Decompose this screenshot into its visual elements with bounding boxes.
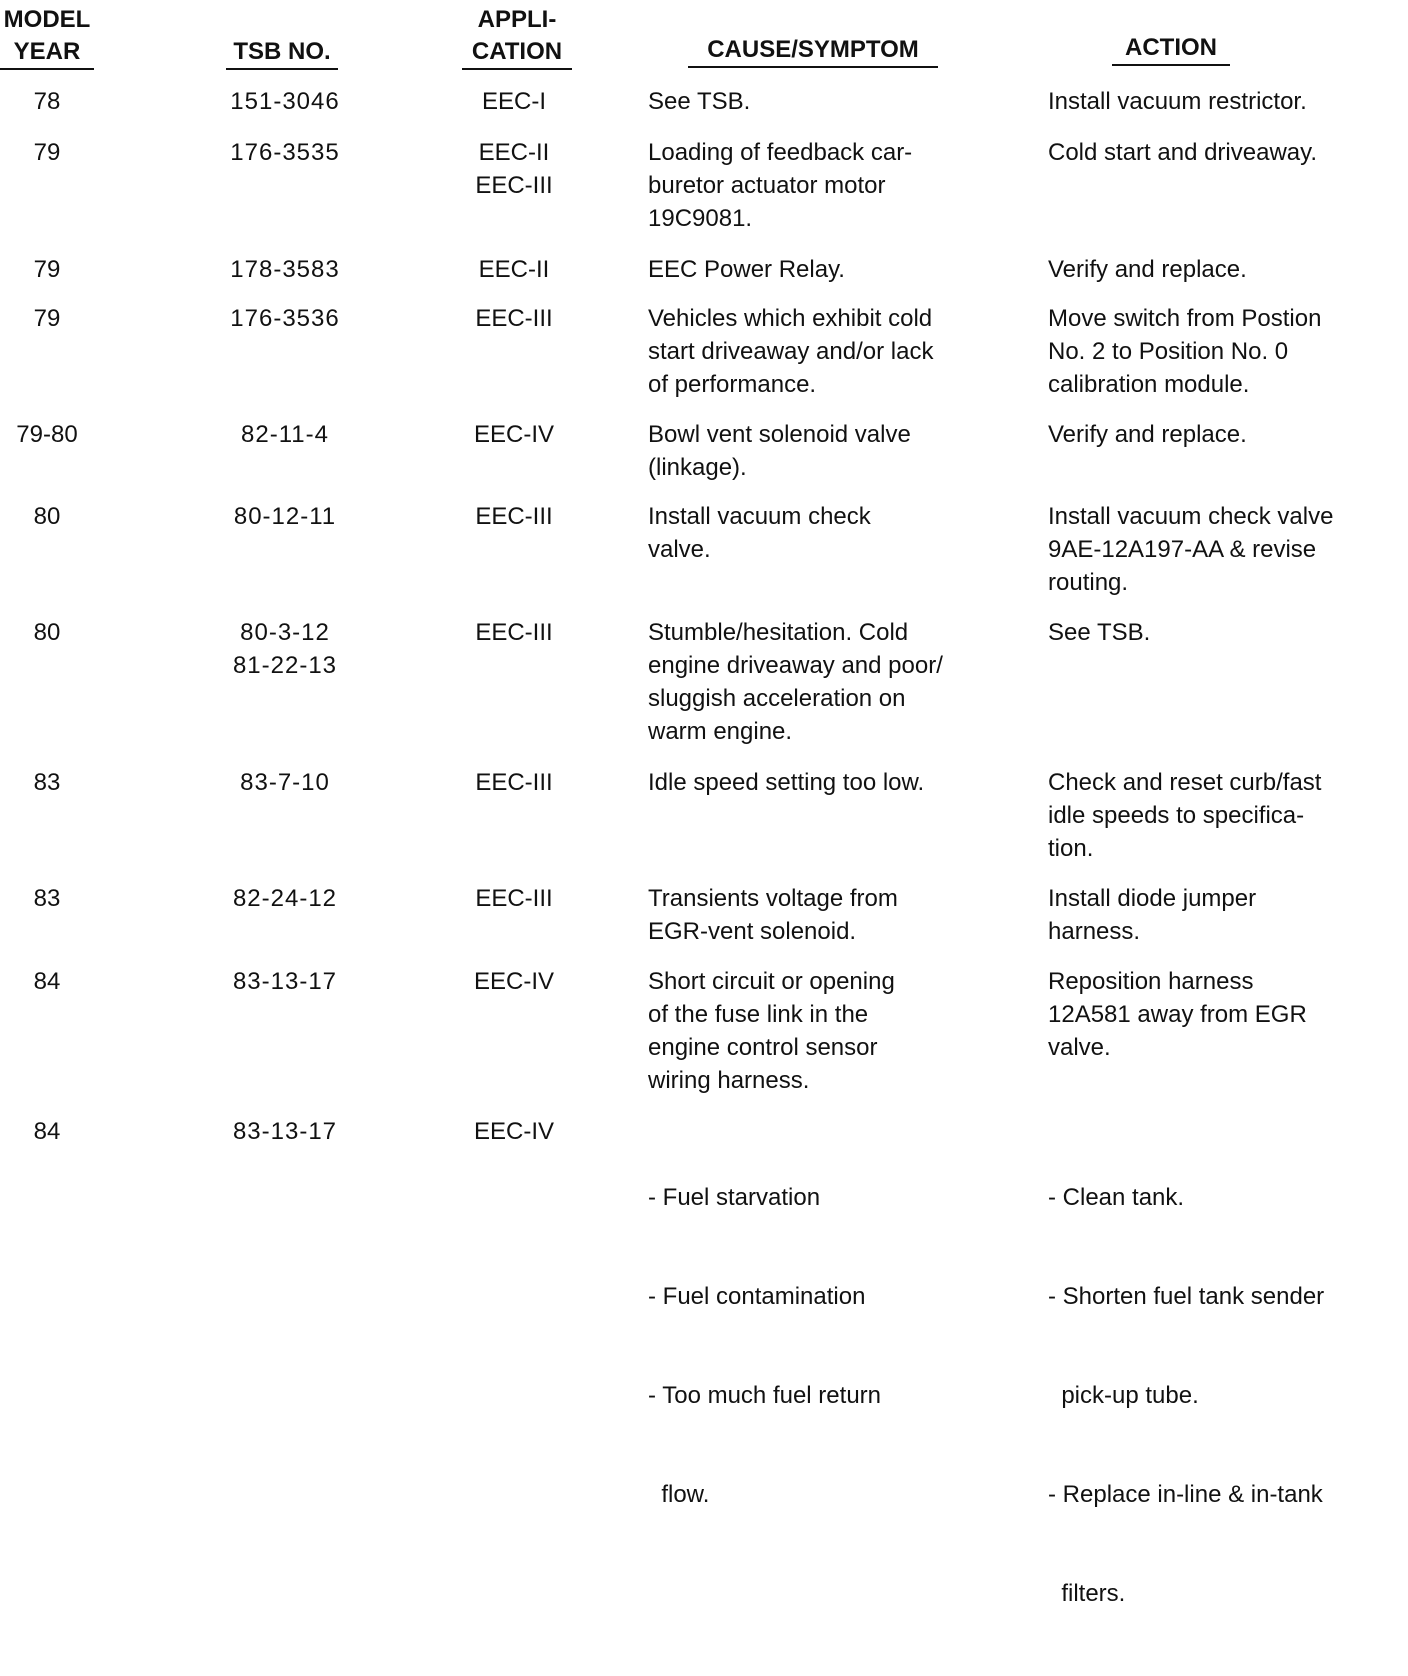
cell-tsb-no <box>190 136 380 169</box>
tsb-line: 80-3-12 <box>240 619 330 646</box>
cell-tsb-no <box>190 965 380 998</box>
action-line: valve. <box>1048 1034 1111 1061</box>
cell-model-year: 84 <box>33 968 61 995</box>
cell-tsb-no <box>190 766 380 799</box>
tsb-line: 83-13-17 <box>232 1118 338 1145</box>
action-line: - Shorten fuel tank sender <box>1048 1283 1325 1310</box>
cell-cause-symptom <box>648 418 1008 484</box>
action-line: routing. <box>1048 569 1129 596</box>
cause-line: Transients voltage from <box>648 885 898 912</box>
action-line: Install vacuum restrictor. <box>1048 88 1307 115</box>
cell-model-year: 83 <box>33 769 61 796</box>
action-line: harness. <box>1048 918 1141 945</box>
cause-line: - Too much fuel return <box>648 1382 882 1409</box>
action-line: - Replace in-line & in-tank <box>1048 1481 1323 1508</box>
cause-line: 19C9081. <box>648 205 753 232</box>
cause-line: - Fuel contamination <box>648 1283 866 1310</box>
cell-tsb-no <box>190 882 380 915</box>
cause-line: valve. <box>648 536 711 563</box>
application-line: EEC-IV <box>473 1118 554 1145</box>
application-line: EEC-I <box>481 88 546 115</box>
action-line: Install vacuum check valve <box>1048 503 1334 530</box>
action-line: - Clean tank. <box>1048 1184 1185 1211</box>
cause-line: of performance. <box>648 371 817 398</box>
action-line: 12A581 away from EGR <box>1048 1001 1307 1028</box>
tsb-line: 82-24-12 <box>232 885 338 912</box>
tsb-line: 80-12-11 <box>233 503 337 530</box>
header-application-line1: APPLI- <box>477 6 557 33</box>
cell-model-year: 79 <box>33 256 61 283</box>
action-line: Install diode jumper <box>1048 885 1257 912</box>
action-line: tion. <box>1048 835 1094 862</box>
tsb-line: 151-3046 <box>230 88 340 115</box>
header-tsb-no <box>226 36 338 70</box>
cell-application <box>462 85 566 118</box>
header-cause-symptom <box>688 34 938 68</box>
cause-line: Idle speed setting too low. <box>648 769 925 796</box>
cell-cause-symptom <box>648 616 1008 748</box>
cause-line: (linkage). <box>648 454 747 481</box>
cell-action <box>1048 302 1398 401</box>
header-application <box>462 4 572 70</box>
tsb-line: 176-3536 <box>230 305 340 332</box>
application-line: EEC-III <box>475 769 553 796</box>
application-line: EEC-II <box>478 256 550 283</box>
cell-application <box>462 616 566 649</box>
cause-line: of the fuse link in the <box>648 1001 869 1028</box>
cell-cause-symptom <box>648 965 1008 1097</box>
cause-line: EGR-vent solenoid. <box>648 918 857 945</box>
cell-action <box>1048 616 1398 649</box>
cell-cause-symptom <box>648 766 1008 799</box>
cell-application <box>462 136 566 202</box>
cell-model-year: 79 <box>33 139 61 166</box>
cell-model-year: 78 <box>33 88 61 115</box>
header-cause-symptom-label: CAUSE/SYMPTOM <box>688 34 938 68</box>
cell-tsb-no <box>190 302 380 335</box>
cause-line: buretor actuator motor <box>648 172 886 199</box>
header-model-year <box>0 4 94 70</box>
action-line: filters. <box>1048 1580 1126 1607</box>
action-line: Cold start and driveaway. <box>1048 139 1318 166</box>
cell-tsb-no <box>190 1115 380 1148</box>
cell-tsb-no <box>190 418 380 451</box>
tsb-line: 82-11-4 <box>241 421 329 448</box>
header-application-line2: CATION <box>462 36 572 70</box>
action-line: Reposition harness <box>1048 968 1254 995</box>
application-line: EEC-III <box>475 172 553 199</box>
cell-model-year: 80 <box>33 503 61 530</box>
application-line: EEC-III <box>475 305 553 332</box>
cell-tsb-no <box>190 85 380 118</box>
cell-action <box>1048 766 1398 865</box>
action-line: See TSB. <box>1048 619 1151 646</box>
cause-line: warm engine. <box>648 718 793 745</box>
cause-line: See TSB. <box>648 88 751 115</box>
cause-line: Bowl vent solenoid valve <box>648 421 911 448</box>
application-line: EEC-II <box>478 139 550 166</box>
cause-line: sluggish acceleration on <box>648 685 906 712</box>
cell-application <box>462 500 566 533</box>
cell-cause-symptom <box>648 85 1008 118</box>
cell-tsb-no <box>190 616 380 682</box>
cell-application <box>462 882 566 915</box>
cell-cause-symptom <box>648 1115 1008 1577</box>
action-line: 9AE-12A197-AA & revise <box>1048 536 1317 563</box>
cell-model-year: 80 <box>33 619 61 646</box>
cause-line: Stumble/hesitation. Cold <box>648 619 909 646</box>
cell-application <box>462 1115 566 1148</box>
cause-line: Short circuit or opening <box>648 968 895 995</box>
header-action <box>1112 32 1230 66</box>
application-line: EEC-III <box>475 503 553 530</box>
application-line: EEC-IV <box>473 968 554 995</box>
action-line: Move switch from Postion <box>1048 305 1322 332</box>
cell-application <box>462 253 566 286</box>
action-line: No. 2 to Position No. 0 <box>1048 338 1289 365</box>
cell-action <box>1048 136 1398 169</box>
cell-action <box>1048 965 1398 1064</box>
action-line: calibration module. <box>1048 371 1250 398</box>
application-line: EEC-III <box>475 885 553 912</box>
cause-line: Vehicles which exhibit cold <box>648 305 933 332</box>
cell-action <box>1048 500 1398 599</box>
cell-model-year: 79 <box>33 305 61 332</box>
cell-model-year: 84 <box>33 1118 61 1145</box>
cell-cause-symptom <box>648 253 1008 286</box>
cell-action <box>1048 418 1398 451</box>
action-line: idle speeds to specifica- <box>1048 802 1305 829</box>
cause-line: flow. <box>648 1481 710 1508</box>
application-line: EEC-IV <box>473 421 554 448</box>
cause-line: Install vacuum check <box>648 503 871 530</box>
cell-cause-symptom <box>648 302 1008 401</box>
header-model-year-line1: MODEL <box>3 6 91 33</box>
cell-action <box>1048 253 1398 286</box>
cell-model-year: 83 <box>33 885 61 912</box>
cell-cause-symptom <box>648 136 1008 235</box>
cell-cause-symptom <box>648 882 1008 948</box>
cause-line: EEC Power Relay. <box>648 256 845 283</box>
header-model-year-line2: YEAR <box>0 36 94 70</box>
tsb-line: 178-3583 <box>230 256 340 283</box>
header-tsb-no-label: TSB NO. <box>226 36 338 70</box>
cell-application <box>462 965 566 998</box>
tsb-line: 83-13-17 <box>232 968 338 995</box>
action-line: Verify and replace. <box>1048 421 1247 448</box>
cell-tsb-no <box>190 500 380 533</box>
application-line: EEC-III <box>475 619 553 646</box>
cell-action <box>1048 85 1398 118</box>
cause-line: Loading of feedback car- <box>648 139 913 166</box>
cell-application <box>462 302 566 335</box>
cell-cause-symptom <box>648 500 1008 566</box>
action-line: Verify and replace. <box>1048 256 1247 283</box>
cell-action <box>1048 1115 1398 1676</box>
tsb-line: 83-7-10 <box>240 769 330 796</box>
cause-line: engine driveaway and poor/ <box>648 652 943 679</box>
action-line: pick-up tube. <box>1048 1382 1199 1409</box>
action-line: Check and reset curb/fast <box>1048 769 1322 796</box>
cell-application <box>462 766 566 799</box>
cause-line: - Fuel starvation <box>648 1184 821 1211</box>
tsb-line: 81-22-13 <box>232 652 338 679</box>
tsb-line: 176-3535 <box>230 139 340 166</box>
cause-line: start driveaway and/or lack <box>648 338 934 365</box>
cell-application <box>462 418 566 451</box>
cause-line: wiring harness. <box>648 1067 810 1094</box>
header-action-label: ACTION <box>1112 32 1230 66</box>
cell-tsb-no <box>190 253 380 286</box>
cell-action <box>1048 882 1398 948</box>
cause-line: engine control sensor <box>648 1034 878 1061</box>
cell-model-year: 79-80 <box>16 421 78 448</box>
